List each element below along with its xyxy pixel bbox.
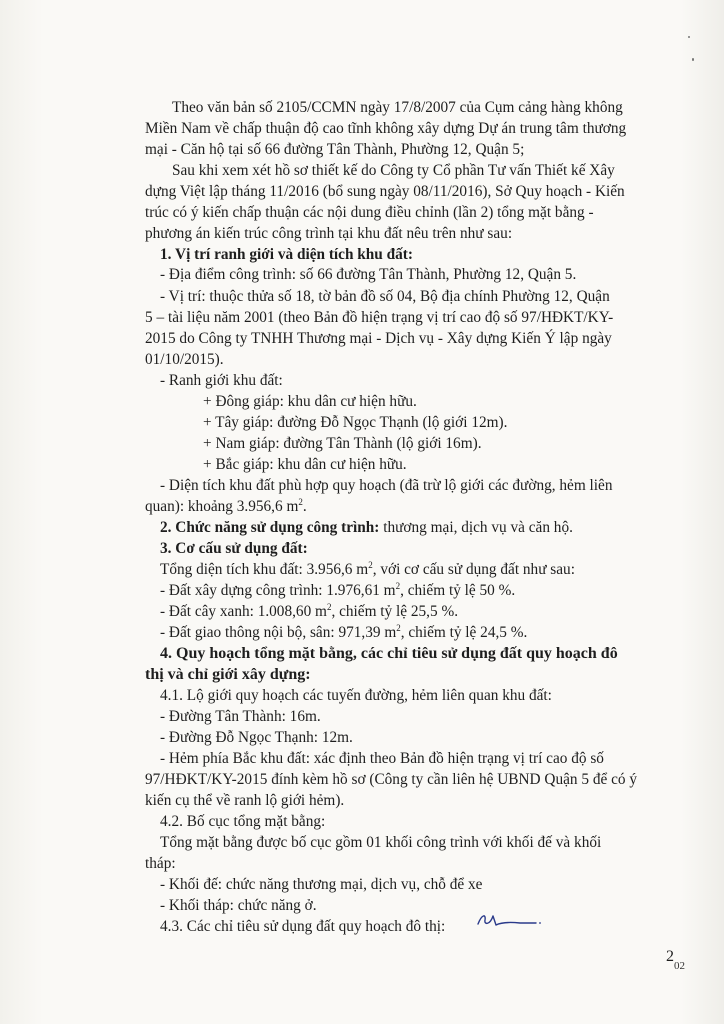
list-item: + Tây giáp: đường Đỗ Ngọc Thạnh (lộ giới 12m). — [203, 414, 508, 431]
paragraph-line: Theo văn bản số 2105/CCMN ngày 17/8/2007 của Cụm cảng hàng không — [172, 99, 623, 116]
paragraph-line: kiến cụ thể về ranh lộ giới hẻm). — [145, 792, 345, 809]
paragraph-line: - Đất xây dựng công trình: 1.976,61 $m^2$, chiếm tỷ lệ 50 %. — [160, 581, 516, 599]
paragraph-line: 4.1. Lộ giới quy hoạch các tuyến đường, hẻm liên quan khu đất: — [160, 687, 552, 704]
paragraph-line: - Khối tháp: chức năng ở. — [160, 897, 317, 914]
paragraph-line: mại - Căn hộ tại số 66 đường Tân Thành, Phường 12, Quận 5; — [145, 141, 525, 158]
page-number: 2 — [666, 948, 674, 965]
paragraph-line: dựng Việt lập tháng 11/2016 (bổ sung ngày 08/11/2016), Sở Quy hoạch - Kiến — [145, 183, 625, 200]
paragraph-line: 4.3. Các chỉ tiêu sử dụng đất quy hoạch đô thị: — [160, 918, 446, 935]
scan-speck — [692, 58, 694, 61]
paragraph-line: - Hẻm phía Bắc khu đất: xác định theo Bản đồ hiện trạng vị trí cao độ số — [160, 750, 604, 767]
paragraph-line: trúc có ý kiến chấp thuận các nội dung điều chỉnh (lần 2) tổng mặt bằng - — [145, 204, 594, 221]
initials-signature-icon — [476, 910, 544, 930]
superscript: 2 — [298, 497, 303, 507]
scan-speck — [688, 36, 690, 38]
paragraph-line: 4.2. Bố cục tổng mặt bằng: — [160, 813, 326, 830]
paragraph-line: quan): khoảng 3.956,6 $m^2$. — [145, 497, 307, 515]
paragraph-line: Tổng mặt bằng được bố cục gồm 01 khối công trình với khối đế và khối — [160, 834, 602, 851]
paragraph-line: 01/10/2015). — [145, 351, 224, 368]
paragraph-line: Sau khi xem xét hồ sơ thiết kế do Công ty Cổ phần Tư vấn Thiết kế Xây — [172, 162, 615, 179]
list-item: + Nam giáp: đường Tân Thành (lộ giới 16m). — [203, 435, 482, 452]
paragraph-line: phương án kiến trúc công trình tại khu đất nêu trên như sau: — [145, 225, 513, 242]
paragraph-line: - Đất cây xanh: 1.008,60 $m^2$, chiếm tỷ lệ 25,5 %. — [160, 602, 459, 620]
paragraph-line: - Khối đế: chức năng thương mại, dịch vụ, chỗ để xe — [160, 876, 483, 893]
paragraph-line: - Đất giao thông nội bộ, sân: 971,39 $m^2$, chiếm tỷ lệ 24,5 %. — [160, 623, 528, 641]
section-heading: 3. Cơ cấu sử dụng đất: — [160, 540, 308, 557]
paragraph-line: Miền Nam về chấp thuận độ cao tĩnh không xây dựng Dự án trung tâm thương — [145, 120, 627, 137]
section-heading: 1. Vị trí ranh giới và diện tích khu đất: — [160, 246, 413, 263]
paragraph-line: - Ranh giới khu đất: — [160, 372, 283, 389]
list-item: + Bắc giáp: khu dân cư hiện hữu. — [203, 456, 407, 473]
paragraph-line: - Vị trí: thuộc thửa số 18, tờ bản đồ số 04, Bộ địa chính Phường 12, Quận — [160, 288, 610, 305]
paragraph-line: 97/HĐKT/KY-2015 đính kèm hồ sơ (Công ty cần liên hệ UBND Quận 5 để có ý — [145, 771, 637, 788]
paragraph-line: - Đường Đỗ Ngọc Thạnh: 12m. — [160, 729, 353, 746]
paragraph-line: - Địa điểm công trình: số 66 đường Tân Thành, Phường 12, Quận 5. — [160, 266, 577, 283]
page-number-handwritten: 02 — [674, 960, 685, 972]
section-heading: thị và chỉ giới xây dựng: — [145, 666, 311, 683]
paragraph-line: - Diện tích khu đất phù hợp quy hoạch (đã trừ lộ giới các đường, hẻm liên — [160, 477, 613, 494]
section-heading: 4. Quy hoạch tổng mặt bằng, các chỉ tiêu sử dụng đất quy hoạch đô — [160, 645, 618, 662]
list-item: + Đông giáp: khu dân cư hiện hữu. — [203, 393, 417, 410]
paragraph-line: tháp: — [145, 855, 176, 872]
paragraph-line: 5 – tài liệu năm 2001 (theo Bản đồ hiện trạng vị trí cao độ số 97/HĐKT/KY- — [145, 309, 614, 326]
section-heading: 2. Chức năng sử dụng công trình: thương mại, dịch vụ và căn hộ. — [160, 519, 573, 536]
paragraph-line: Tổng diện tích khu đất: 3.956,6 $m^2$, với cơ cấu sử dụng đất như sau: — [160, 560, 575, 578]
paragraph-line: - Đường Tân Thành: 16m. — [160, 708, 321, 725]
paragraph-line: 2015 do Công ty TNHH Thương mại - Dịch vụ - Xây dựng Kiến Ý lập ngày — [145, 330, 612, 347]
